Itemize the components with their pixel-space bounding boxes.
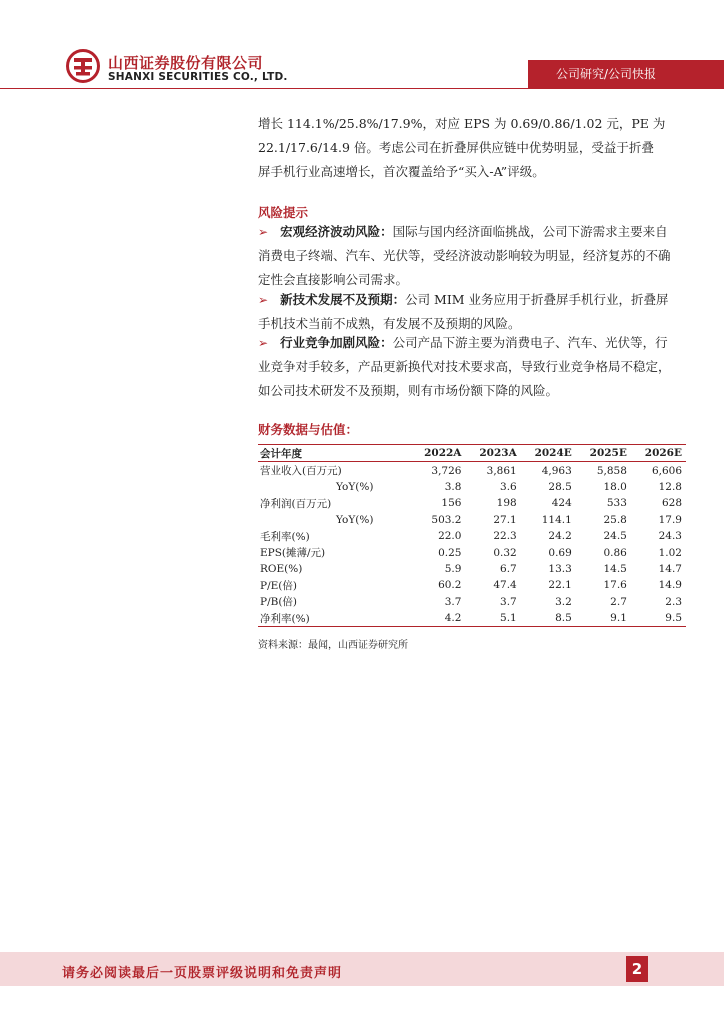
arrow-right-icon: ➢ <box>258 293 269 307</box>
risk-title: 新技术发展不及预期： <box>280 292 406 307</box>
table-row <box>258 512 686 528</box>
table-cell: 14.5 <box>603 562 627 575</box>
table-cell: 156 <box>441 497 462 510</box>
risk-text: 国际与国内经济面临挑战，公司下游需求主要来自 <box>392 224 668 239</box>
table-row <box>258 561 686 577</box>
table-header-row <box>258 445 686 462</box>
table-cell: 12.8 <box>658 480 682 493</box>
row-label: 净利率(%) <box>258 610 410 627</box>
table-cell: 2.7 <box>610 595 627 608</box>
table-cell: 3,861 <box>486 464 517 477</box>
table-cell: 5.9 <box>444 562 462 575</box>
table-cell: 5,858 <box>596 464 627 477</box>
row-label: P/B(倍) <box>260 596 298 609</box>
table-cell: 4,963 <box>541 464 572 477</box>
table-cell: 14.9 <box>658 579 682 592</box>
intro-line: 增长 114.1%/25.8%/17.9%，对应 EPS 为 0.69/0.86/1.02 元，PE 为 <box>258 116 666 131</box>
risk-text: 消费电子终端、汽车、光伏等，受经济波动影响较为明显，经济复苏的不确 <box>258 248 671 263</box>
table-row <box>258 610 686 627</box>
page-number: 2 <box>626 956 648 982</box>
table-cell: 0.69 <box>548 546 572 559</box>
table-cell: 4.2 <box>410 610 465 627</box>
column-header: 2022A <box>410 445 465 462</box>
arrow-right-icon: ➢ <box>258 336 269 350</box>
table-cell: 24.3 <box>658 530 682 543</box>
risk-text: 公司产品下游主要为消费电子、汽车、光伏等，行 <box>392 335 668 350</box>
table-cell: 114.1 <box>541 513 572 526</box>
column-header: 会计年度 <box>258 445 410 462</box>
risk-text: 业竞争对手较多，产品更新换代对技术要求高，导致行业竞争格局不稳定， <box>258 359 671 374</box>
table-cell: 2.3 <box>665 595 682 608</box>
table-cell: 424 <box>551 497 572 510</box>
data-source-note: 资料来源：最闻，山西证券研究所 <box>258 640 408 651</box>
risk-text: 公司 MIM 业务应用于折叠屏手机行业，折叠屏 <box>405 292 669 307</box>
table-cell: 5.1 <box>465 610 520 627</box>
table-cell: 3,726 <box>431 464 462 477</box>
table-cell: 22.3 <box>493 530 517 543</box>
table-cell: 1.02 <box>658 546 682 559</box>
header-divider <box>0 88 724 89</box>
table-cell: 47.4 <box>493 579 517 592</box>
column-header: 2026E <box>631 445 686 462</box>
table-cell: 9.1 <box>576 610 631 627</box>
table-cell: 628 <box>661 497 682 510</box>
risk-item-macro <box>258 220 682 292</box>
intro-line: 22.1/17.6/14.9 倍。考虑公司在折叠屏供应链中优势明显，受益于折叠 <box>258 140 654 155</box>
shanxi-securities-logo-icon <box>66 49 100 83</box>
row-label: 毛利率(%) <box>260 530 310 543</box>
table-cell: 0.86 <box>603 546 627 559</box>
table-cell: 22.0 <box>438 530 462 543</box>
row-label: YoY(%) <box>336 480 374 493</box>
risk-title: 行业竞争加剧风险： <box>280 335 393 350</box>
company-name-en: SHANXI SECURITIES CO., LTD. <box>108 71 288 83</box>
table-cell: 27.1 <box>493 513 517 526</box>
row-label: EPS(摊薄/元) <box>260 547 326 560</box>
table-cell: 533 <box>606 497 627 510</box>
risk-section-title: 风险提示 <box>258 205 309 220</box>
risk-text: 如公司技术研发不及预期，则有市场份额下降的风险。 <box>258 383 559 398</box>
row-label: 营业收入(百万元) <box>260 465 342 478</box>
risk-text: 手机技术当前不成熟，有发展不及预期的风险。 <box>258 316 521 331</box>
company-name-cn: 山西证券股份有限公司 <box>108 54 264 72</box>
table-cell: 3.7 <box>500 595 517 608</box>
table-cell: 6,606 <box>651 464 682 477</box>
table-cell: 3.2 <box>555 595 572 608</box>
intro-paragraph <box>258 112 682 184</box>
arrow-right-icon: ➢ <box>258 225 269 239</box>
table-cell: 60.2 <box>438 579 462 592</box>
intro-line: 屏手机行业高速增长，首次覆盖给予“买入-A”评级。 <box>258 164 545 179</box>
table-cell: 28.5 <box>548 480 572 493</box>
row-label: ROE(%) <box>260 562 303 575</box>
table-cell: 25.8 <box>603 513 627 526</box>
page-header <box>0 0 724 95</box>
risk-text: 定性会直接影响公司需求。 <box>258 272 409 287</box>
column-header: 2024E <box>521 445 576 462</box>
table-cell: 3.8 <box>444 480 462 493</box>
financial-table-title: 财务数据与估值： <box>258 422 359 437</box>
table-cell: 3.6 <box>500 480 517 493</box>
table-cell: 0.25 <box>438 546 462 559</box>
column-header: 2023A <box>465 445 520 462</box>
table-row <box>258 479 686 495</box>
risk-item-competition <box>258 331 682 403</box>
table-cell: 17.9 <box>658 513 682 526</box>
risk-title: 宏观经济波动风险： <box>280 224 393 239</box>
risk-item-tech <box>258 288 682 336</box>
table-cell: 14.7 <box>658 562 682 575</box>
table-cell: 503.2 <box>431 513 462 526</box>
table-cell: 6.7 <box>500 562 517 575</box>
table-cell: 18.0 <box>603 480 627 493</box>
table-row <box>258 528 686 544</box>
table-cell: 22.1 <box>548 579 572 592</box>
table-cell: 17.6 <box>603 579 627 592</box>
table-cell: 13.3 <box>548 562 572 575</box>
row-label: YoY(%) <box>336 513 374 526</box>
table-cell: 0.32 <box>493 546 517 559</box>
table-row <box>258 462 686 479</box>
financial-data-table <box>258 444 686 627</box>
table-cell: 24.2 <box>548 530 572 543</box>
report-category: 公司研究/公司快报 <box>556 67 657 81</box>
table-cell: 198 <box>496 497 517 510</box>
table-cell: 3.7 <box>444 595 462 608</box>
table-cell: 9.5 <box>631 610 686 627</box>
row-label: 净利润(百万元) <box>260 497 332 510</box>
disclaimer-notice: 请务必阅读最后一页股票评级说明和免责声明 <box>62 966 343 981</box>
table-row <box>258 495 686 511</box>
table-row <box>258 544 686 560</box>
column-header: 2025E <box>576 445 631 462</box>
table-row <box>258 577 686 593</box>
table-cell: 24.5 <box>603 530 627 543</box>
table-cell: 8.5 <box>521 610 576 627</box>
table-row <box>258 594 686 610</box>
row-label: P/E(倍) <box>260 579 297 592</box>
